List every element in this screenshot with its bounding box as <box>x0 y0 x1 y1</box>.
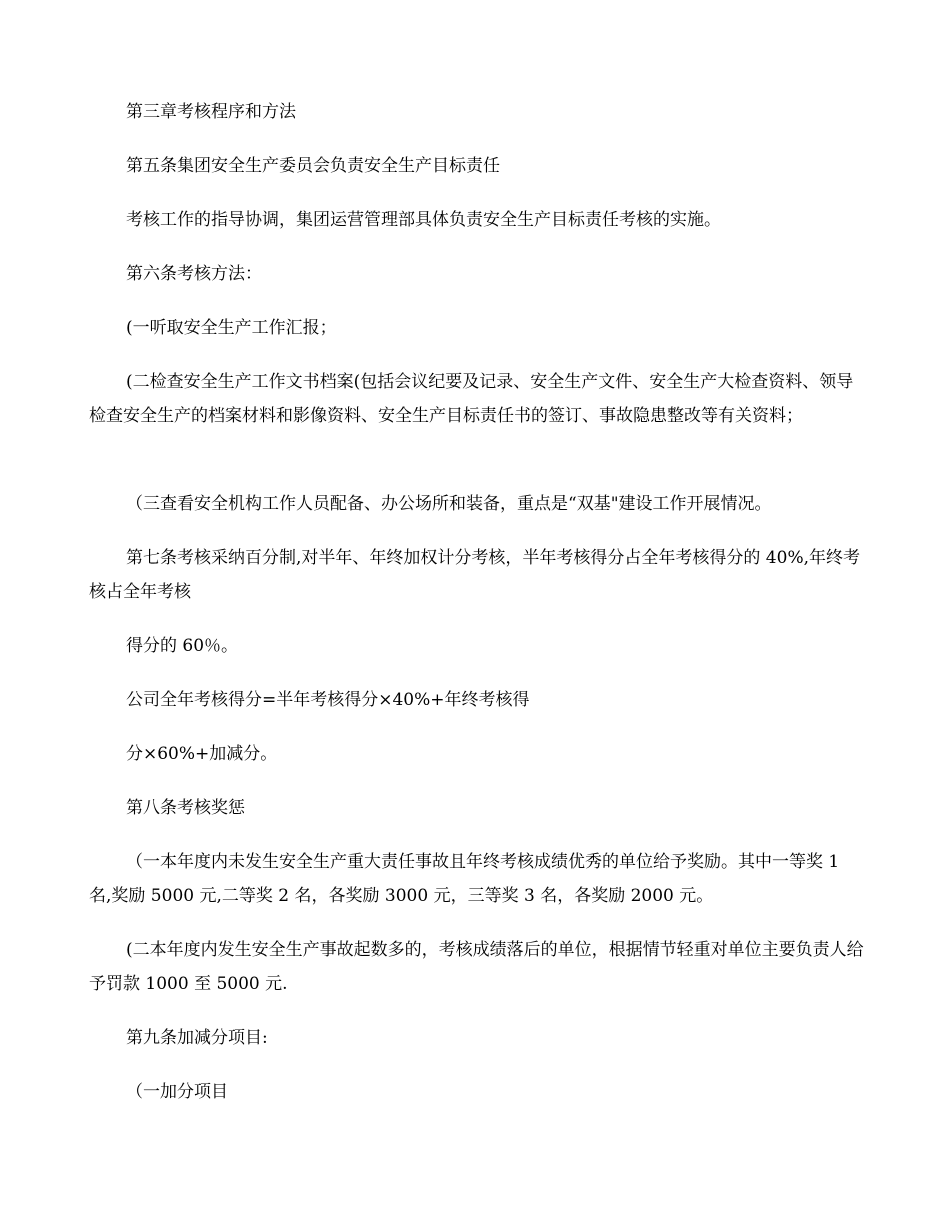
reward-item-1: （一本年度内未发生安全生产重大责任事故且年终考核成绩优秀的单位给予奖励。其中一等奖 1 名,奖励 5000 元,二等奖 2 名，各奖励 3000 元，三等奖 3 名，各奖励 2000 元。 <box>89 852 840 906</box>
article-6-paragraph: 第六条考核方法： <box>126 264 262 284</box>
method-item-2: (二检查安全生产工作文书档案(包括会议纪要及记录、安全生产文件、安全生产大检查资料、领导检查安全生产的档案材料和影像资料、安全生产目标责任书的签订、事故隐患整改等有关资料； <box>89 372 854 426</box>
article-9-paragraph: 第九条加减分项目: <box>126 1028 268 1048</box>
score-formula-line-2: 分×60%+加减分。 <box>126 744 278 764</box>
chapter-heading: 第三章考核程序和方法 <box>126 102 296 122</box>
article-8-paragraph: 第八条考核奖惩 <box>126 798 245 818</box>
article-5-paragraph: 第五条集团安全生产委员会负责安全生产目标责任 <box>126 156 500 176</box>
score-formula-line-1: 公司全年考核得分=半年考核得分×40%+年终考核得 <box>126 690 530 710</box>
article-7-paragraph: 第七条考核采纳百分制,对半年、年终加权计分考核，半年考核得分占全年考核得分的 40%,年终考核占全年考核 <box>89 548 860 602</box>
article-7-continuation: 得分的 60％。 <box>126 636 239 656</box>
method-item-1: (一听取安全生产工作汇报； <box>126 318 337 338</box>
article-5-continuation: 考核工作的指导协调，集团运营管理部具体负责安全生产目标责任考核的实施。 <box>126 210 721 230</box>
penalty-item-2: (二本年度内发生安全生产事故起数多的，考核成绩落后的单位，根据情节轻重对单位主要负责人给予罚款 1000 至 5000 元. <box>89 940 864 994</box>
method-item-3: （三查看安全机构工作人员配备、办公场所和装备，重点是“双基"建设工作开展情况。 <box>126 494 772 514</box>
bonus-items-heading: （一加分项目 <box>126 1082 228 1102</box>
